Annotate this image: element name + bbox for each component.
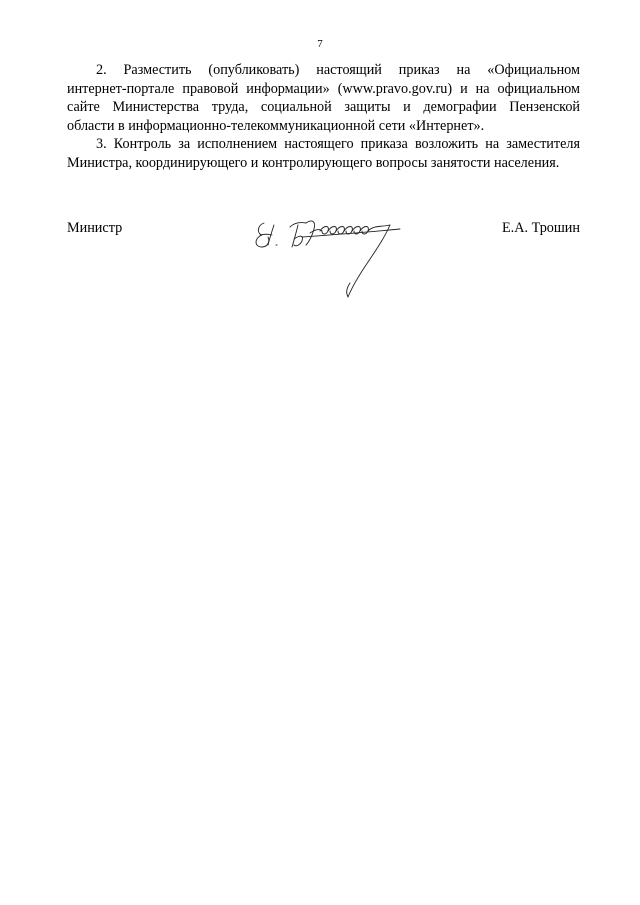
signer-name: Е.А. Трошин <box>502 220 580 236</box>
paragraph-2 <box>67 61 580 135</box>
text-line: области в информационно-телекоммуникационной сети «Интернет». <box>67 117 485 134</box>
text-line: Министра, координирующего и контролирующего вопросы занятости населения. <box>67 154 560 171</box>
text-line: интернет-портале правовой информации» (www.pravo.gov.ru) и на официальном <box>67 80 580 97</box>
text-line: сайте Министерства труда, социальной защиты и демографии Пензенской <box>67 99 580 115</box>
paragraph-3 <box>67 135 580 172</box>
signature-block <box>67 205 580 305</box>
handwritten-signature <box>250 205 410 300</box>
text-line: 2. Разместить (опубликовать) настоящий приказ на «Официальном <box>96 62 580 78</box>
signer-title: Министр <box>67 220 123 236</box>
text-line: 3. Контроль за исполнением настоящего приказа возложить на заместителя <box>96 136 580 152</box>
document-body <box>67 61 580 172</box>
page-number: 7 <box>317 38 323 50</box>
